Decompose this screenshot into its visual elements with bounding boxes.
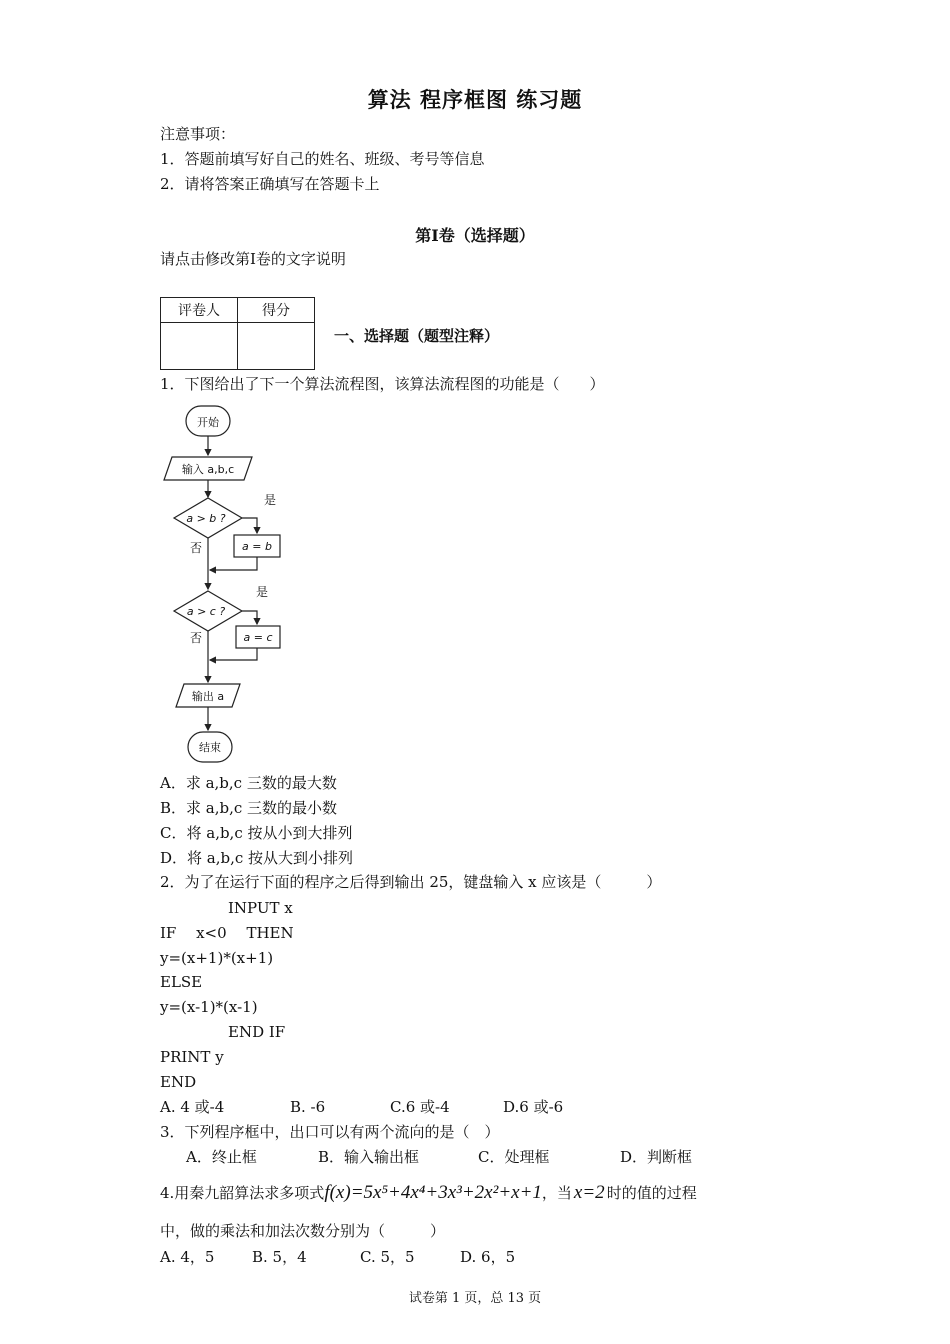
- code-line: END IF: [228, 1023, 286, 1041]
- code-line: END: [160, 1073, 197, 1091]
- question-4-option-a: A. 4，5: [160, 1248, 215, 1266]
- question-4-option-c: C. 5，5: [360, 1248, 415, 1266]
- question-2-option-d: D.6 或-6: [503, 1098, 564, 1116]
- question-type-heading: 一、选择题（题型注释）: [334, 327, 500, 345]
- flow-input-label: 输入 a,b,c: [181, 463, 235, 476]
- grader-table: [160, 297, 315, 370]
- notice-item: 2．请将答案正确填写在答题卡上: [160, 175, 380, 193]
- flow-no-label: 否: [190, 541, 203, 555]
- polynomial-formula: f(x)=5x⁵+4x⁴+3x³+2x²+x+1: [324, 1182, 542, 1203]
- question-3-option-a: A．终止框: [186, 1148, 257, 1166]
- score-cell: [238, 323, 315, 370]
- notice-item: 1．答题前填写好自己的姓名、班级、考号等信息: [160, 150, 485, 168]
- page-footer: 试卷第 1 页，总 13 页: [408, 1291, 542, 1306]
- question-2-option-c: C.6 或-4: [390, 1098, 450, 1116]
- question-1-stem: 1．下图给出了下一个算法流程图，该算法流程图的功能是（ ）: [160, 375, 605, 393]
- question-2-option-b: B. -6: [290, 1098, 326, 1116]
- question-4-middle: ，当: [541, 1184, 572, 1202]
- flow-yes-label: 是: [264, 493, 277, 507]
- question-1-option-c: C．将 a,b,c 按从小到大排列: [160, 824, 353, 842]
- grader-header: 评卷人: [161, 298, 238, 323]
- question-1-option-d: D．将 a,b,c 按从大到小排列: [160, 849, 354, 867]
- flow-output-label: 输出 a: [191, 690, 225, 703]
- flow-start-label: 开始: [197, 416, 219, 429]
- code-line: y=(x-1)*(x-1): [160, 998, 258, 1016]
- question-4-prefix: 4.用秦九韶算法求多项式: [160, 1184, 325, 1202]
- section-title: 第Ⅰ卷（选择题）: [415, 226, 535, 245]
- code-line: PRINT y: [160, 1048, 224, 1066]
- question-3-option-d: D．判断框: [620, 1148, 693, 1166]
- notice-label: 注意事项：: [160, 125, 236, 143]
- flow-decision-2-label: a > c ?: [186, 605, 226, 618]
- code-line: INPUT x: [228, 899, 293, 917]
- flow-decision-1-label: a > b ?: [186, 512, 226, 525]
- question-2-stem: 2．为了在运行下面的程序之后得到输出 25，键盘输入 x 应该是（ ）: [160, 873, 662, 891]
- code-line: IF x<0 THEN: [160, 924, 294, 942]
- question-1-option-a: A．求 a,b,c 三数的最大数: [160, 774, 337, 792]
- flow-assign-1-label: a = b: [242, 540, 272, 553]
- flowchart: [160, 400, 300, 770]
- flow-assign-2-label: a = c: [243, 631, 273, 644]
- code-line: y=(x+1)*(x+1): [160, 949, 274, 967]
- question-4-option-d: D. 6，5: [460, 1248, 516, 1266]
- question-4-suffix: 时的值的过程: [606, 1184, 697, 1202]
- grader-cell: [161, 323, 238, 370]
- question-2-option-a: A. 4 或-4: [160, 1098, 225, 1116]
- section-description: 请点击修改第Ⅰ卷的文字说明: [160, 250, 346, 268]
- code-line: ELSE: [160, 973, 203, 991]
- question-3-stem: 3．下列程序框中，出口可以有两个流向的是（ ）: [160, 1123, 500, 1141]
- flow-end-label: 结束: [199, 741, 221, 754]
- flow-no-label: 否: [190, 631, 203, 645]
- page-title: 算法 程序框图 练习题: [367, 88, 583, 112]
- question-4-stem: [160, 1180, 697, 1206]
- question-3-option-b: B．输入输出框: [318, 1148, 420, 1166]
- question-4-stem-line2: 中，做的乘法和加法次数分别为（ ）: [160, 1222, 446, 1240]
- flow-yes-label: 是: [256, 585, 269, 599]
- question-1-option-b: B．求 a,b,c 三数的最小数: [160, 799, 338, 817]
- question-4-option-b: B. 5，4: [252, 1248, 307, 1266]
- question-3-option-c: C．处理框: [478, 1148, 550, 1166]
- score-header: 得分: [238, 298, 315, 323]
- evaluation-condition: x=2: [573, 1182, 605, 1203]
